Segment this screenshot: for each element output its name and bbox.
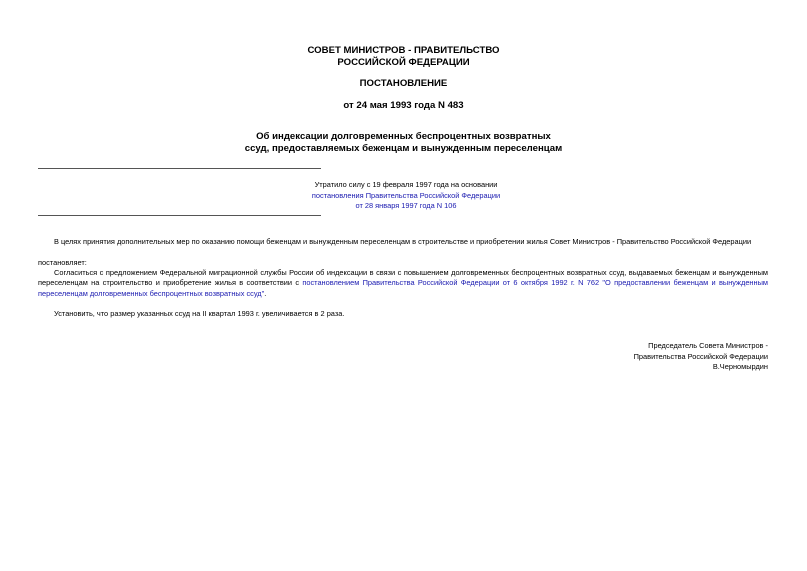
item-1-end: . [264,288,267,298]
title-line-2: ссуд, предоставляемых беженцам и вынужденным переселенцам [244,142,563,154]
signature-block [468,341,768,373]
divider-bottom [38,215,321,216]
repeal-link[interactable] [256,191,556,212]
divider-top [38,168,321,169]
status-note [256,180,556,212]
document-type: ПОСТАНОВЛЕНИЕ [359,78,448,89]
item-1-paragraph [38,268,768,299]
signature-title-line-2: Правительства Российской Федерации [633,351,768,361]
item-1-text: Согласиться с предложением Федеральной миграционной службы России об индексации в связи с повышением долговременных беспроцентных возвратных ссуд, выдаваемых беженцам и вынужденным переселенцам на строительство и приобретение жилья в соответствии с [38,268,768,288]
item-2-paragraph: Установить, что размер указанных ссуд на II квартал 1993 г. увеличивается в 2 раза. [54,309,345,318]
decree-word: постановляет: [38,258,87,267]
issuer-line-1: СОВЕТ МИНИСТРОВ - ПРАВИТЕЛЬСТВО [307,45,500,56]
decree-762-link[interactable]: постановлением Правительства Российской Федерации от 6 октября 1992 г. N 762 "О предоставлении беженцам и вынужденным переселенцам долговременных беспроцентных возвратных ссуд" [38,278,768,298]
title-line-1: Об индексации долговременных беспроцентных возвратных [256,131,551,142]
document-header [0,45,807,68]
signatory-name: В.Черномырдин [712,362,768,371]
document-date: от 24 мая 1993 года N 483 [343,100,464,111]
document-title [0,131,807,154]
repeal-link-line-2[interactable]: от 28 января 1997 года N 106 [355,201,457,211]
intro-paragraph: В целях принятия дополнительных мер по оказанию помощи беженцам и вынужденным переселенцам в строительстве и приобретении жилья Совет Министров - Правительство Российской Федерации [54,237,752,246]
issuer-line-2: РОССИЙСКОЙ ФЕДЕРАЦИИ [337,56,470,68]
repeal-link-line-1[interactable]: постановления Правительства Российской Федерации [311,190,501,200]
signature-title-line-1: Председатель Совета Министров - [648,341,768,350]
status-note-text: Утратило силу с 19 февраля 1997 года на основании [314,180,498,189]
